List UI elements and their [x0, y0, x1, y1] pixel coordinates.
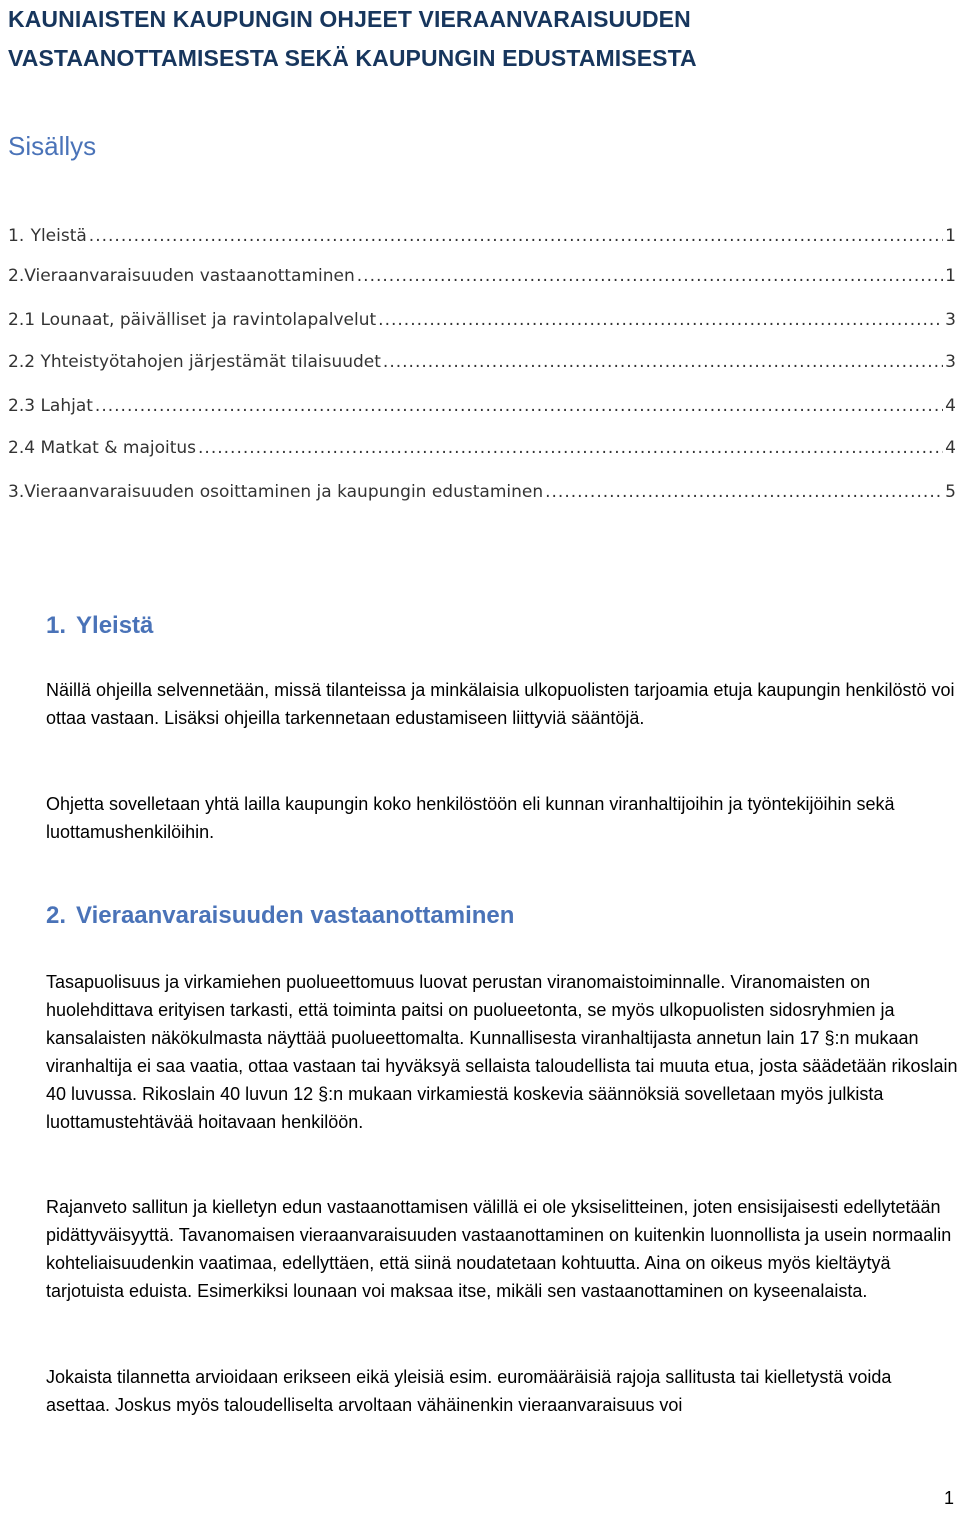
toc-entry-label: Vieraanvaraisuuden vastaanottaminen: [24, 266, 355, 286]
section-title: Vieraanvaraisuuden vastaanottaminen: [76, 902, 515, 929]
toc-entry-page: 1: [945, 266, 956, 286]
toc-entry-label: Yleistä: [30, 226, 87, 246]
section-number: 1.: [46, 612, 67, 639]
document-title: [8, 0, 697, 78]
toc-entry-label: Vieraanvaraisuuden osoittaminen ja kaupungin edustaminen: [24, 482, 544, 502]
toc-entry-page: 3: [945, 310, 956, 330]
toc-entry-label: 2.3 Lahjat: [8, 396, 93, 416]
toc-entry-page: 4: [945, 438, 956, 458]
toc-entry-matkat-majoitus[interactable]: [8, 438, 956, 468]
paragraph: Ohjetta sovelletaan yhtä lailla kaupungin koko henkilöstöön eli kunnan viranhaltijoihin ja työntekijöihin sekä luottamushenkilöihin.: [46, 794, 895, 842]
toc-entry-label: 2.1 Lounaat, päivälliset ja ravintolapalvelut: [8, 310, 377, 330]
section-heading-yleista: [46, 609, 153, 643]
paragraph: Tasapuolisuus ja virkamiehen puolueettomuus luovat perustan viranomaistoiminnalle. Viranomaisten on huolehdittava erityisen tarkasti, että toiminta paitsi on puolueetonta, se myös ulkopuolisten sidosryhmien ja kansalaisten näkökulmasta näyttää puolueettomalta. Kunnallisesta viranhaltijasta annetun lain 17 §:n mukaan viranhaltija ei saa vaatia, ottaa vastaan tai hyväksyä sellaista taloudellista tai muuta etua, josta säädetään rikoslain 40 luvussa. Rikoslain 40 luvun 12 §:n mukaan virkamiestä koskevia säännöksiä sovelletaan myös julkista luottamustehtävää hoitavaan henkilöön.: [46, 972, 958, 1132]
toc-entry-number: 1.: [8, 226, 25, 246]
toc-entry-page: 5: [945, 482, 956, 502]
toc-entry-yleista[interactable]: [8, 226, 956, 256]
toc-dot-leader: [89, 226, 943, 246]
toc-entry-vieraanvaraisuuden-vastaanottaminen[interactable]: [8, 266, 956, 296]
toc-entry-vieraanvaraisuuden-osoittaminen[interactable]: [8, 482, 956, 512]
toc-dot-leader: [198, 438, 943, 458]
toc-dot-leader: [383, 352, 943, 372]
toc-heading: Sisällys: [8, 131, 97, 161]
paragraph: Näillä ohjeilla selvennetään, missä tilanteissa ja minkälaisia ulkopuolisten tarjoamia etuja kaupungin henkilöstö voi ottaa vastaan. Lisäksi ohjeilla tarkennetaan edustamiseen liittyviä sääntöjä.: [46, 680, 955, 728]
document-title-line-2: VASTAANOTTAMISESTA SEKÄ KAUPUNGIN EDUSTAMISESTA: [8, 45, 697, 71]
toc-dot-leader: [357, 266, 943, 286]
toc-entry-lounaat[interactable]: [8, 310, 956, 340]
page-number: 1: [943, 1488, 954, 1508]
paragraph: Rajanveto sallitun ja kielletyn edun vastaanottamisen välillä ei ole yksiselitteinen, joten ensisijaisesti edellytetään pidättyväisyyttä. Tavanomaisen vieraanvaraisuuden vastaanottaminen on kuitenkin luonnollista ja usein normaalin kohteliaisuudenkin vaatimaa, edellyttäen, että siinä noudatetaan kohtuutta. Aina on oikeus myös kieltäytyä tarjotuista eduista. Esimerkiksi lounaan voi maksaa itse, mikäli sen vastaanottaminen on kyseenalaista.: [46, 1197, 952, 1301]
toc-entry-page: 4: [945, 396, 956, 416]
section-number: 2.: [46, 902, 67, 929]
toc-entry-yhteistyotahojen-tilaisuudet[interactable]: [8, 352, 956, 382]
toc-entry-page: 3: [945, 352, 956, 372]
section-heading-vieraanvaraisuuden-vastaanottaminen: [46, 899, 514, 933]
toc-entry-label: 2.2 Yhteistyötahojen järjestämät tilaisuudet: [8, 352, 381, 372]
toc-dot-leader: [378, 310, 943, 330]
document-title-line-1: KAUNIAISTEN KAUPUNGIN OHJEET VIERAANVARAISUUDEN: [8, 6, 691, 32]
toc-entry-page: 1: [945, 226, 956, 246]
section-title: Yleistä: [76, 612, 154, 639]
paragraph: Jokaista tilannetta arvioidaan erikseen eikä yleisiä esim. euromääräisiä rajoja sallitusta tai kielletystä voida asettaa. Joskus myös taloudelliselta arvoltaan vähäinenkin vieraanvaraisuus voi: [46, 1367, 892, 1415]
toc-entry-lahjat[interactable]: [8, 396, 956, 426]
toc-entry-label: 2.4 Matkat & majoitus: [8, 438, 197, 458]
toc-entry-number: 3.: [8, 482, 25, 502]
toc-dot-leader: [545, 482, 943, 502]
toc-dot-leader: [95, 396, 943, 416]
toc-entry-number: 2.: [8, 266, 25, 286]
